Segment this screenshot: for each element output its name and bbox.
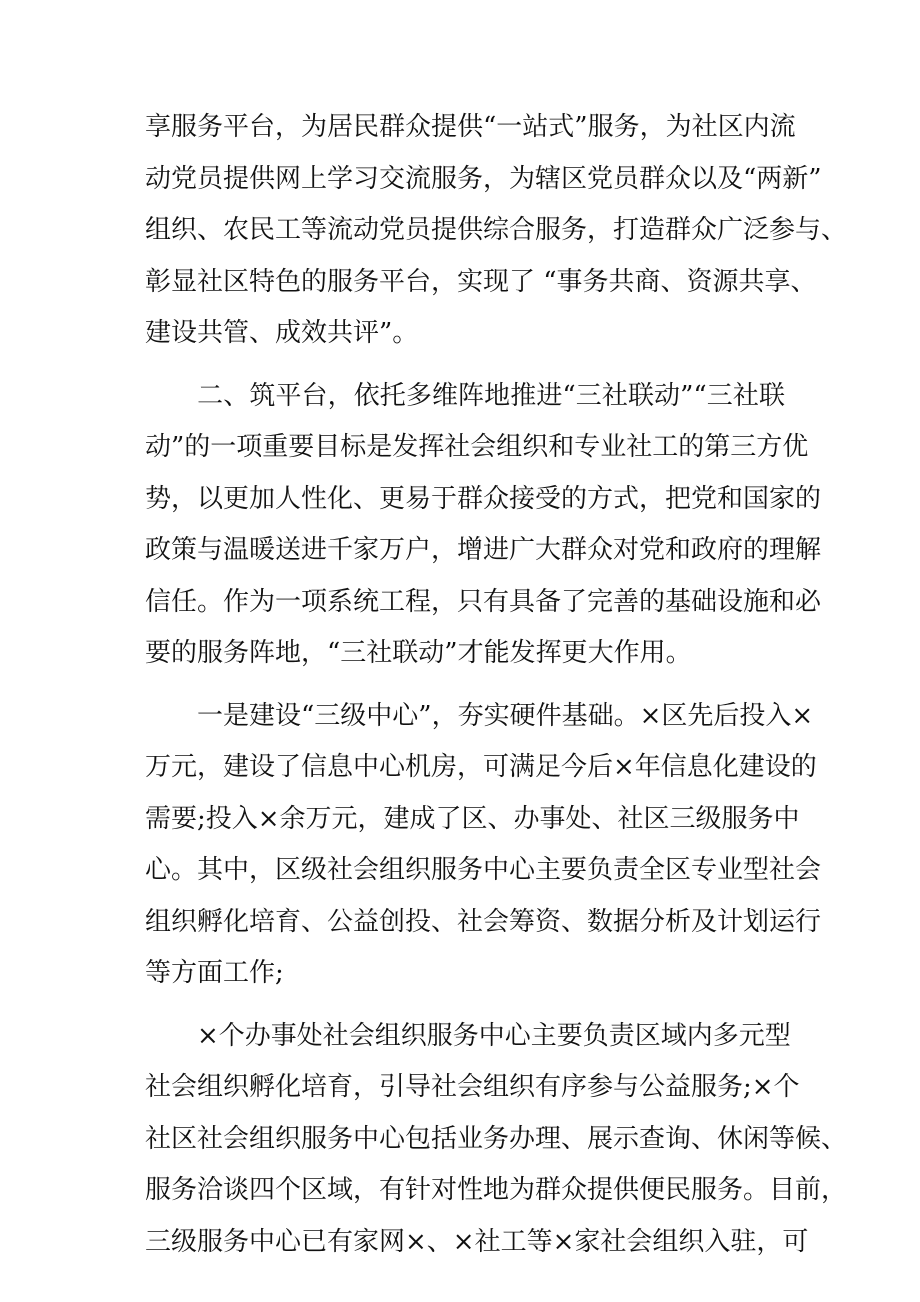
text-line: 建设共管、成效共评”。 <box>145 318 419 348</box>
text-line: 社会组织孵化培育，引导社会组织有序参与公益服务;×个 <box>145 1072 800 1102</box>
text-line: 二、筑平台，依托多维阵地推进“三社联动”“三社联 <box>145 380 785 411</box>
paragraph-gap <box>145 360 785 371</box>
paragraph <box>145 1011 848 1269</box>
text-line: 组织孵化培育、公益创投、社会筹资、数据分析及计划运行 <box>145 906 822 937</box>
text-line: 政策与温暖送进千家万户，增进广大群众对党和政府的理解 <box>145 535 822 565</box>
text-line: 需要;投入×余万元，建成了区、办事处、社区三级服务中 <box>145 803 800 834</box>
text-line: 组织、农民工等流动党员提供综合服务，打造群众广泛参与、 <box>145 215 848 245</box>
text-line: 心。其中，区级社会组织服务中心主要负责全区专业型社会 <box>145 855 822 885</box>
text-line: 势，以更加人性化、更易于群众接受的方式，把党和国家的 <box>145 483 822 514</box>
text-line: 信任。作为一项系统工程，只有具备了完善的基础设施和必 <box>145 586 822 617</box>
text-line: ×个办事处社会组织服务中心主要负责区域内多元型 <box>145 1020 791 1051</box>
text-line: 服务洽谈四个区域，有针对性地为群众提供便民服务。目前， <box>145 1175 848 1205</box>
text-line: 动”的一项重要目标是发挥社会组织和专业社工的第三方优 <box>145 432 809 462</box>
text-line: 享服务平台，为居民群众提供“一站式”服务，为社区内流 <box>145 112 796 142</box>
paragraph <box>145 371 822 680</box>
text-line: 三级服务中心已有家网×、×社工等×家社会组织入驻，可 <box>145 1226 809 1257</box>
paragraph <box>145 102 848 360</box>
text-line: 一是建设“三级中心”，夯实硬件基础。×区先后投入× <box>145 700 814 731</box>
paragraph-gap <box>145 680 785 691</box>
paragraph <box>145 691 822 1000</box>
text-line: 万元，建设了信息中心机房，可满足今后×年信息化建设的 <box>145 752 817 782</box>
text-line: 社区社会组织服务中心包括业务办理、展示查询、休闲等候、 <box>145 1123 848 1154</box>
document-body <box>145 102 848 1268</box>
text-line: 彰显社区特色的服务平台，实现了 “事务共商、资源共享、 <box>145 266 817 297</box>
paragraph-gap <box>145 1000 785 1011</box>
text-line: 动党员提供网上学习交流服务，为辖区党员群众以及“两新” <box>145 163 822 194</box>
text-line: 等方面工作; <box>145 958 284 988</box>
text-line: 要的服务阵地，“三社联动”才能发挥更大作用。 <box>145 638 692 668</box>
